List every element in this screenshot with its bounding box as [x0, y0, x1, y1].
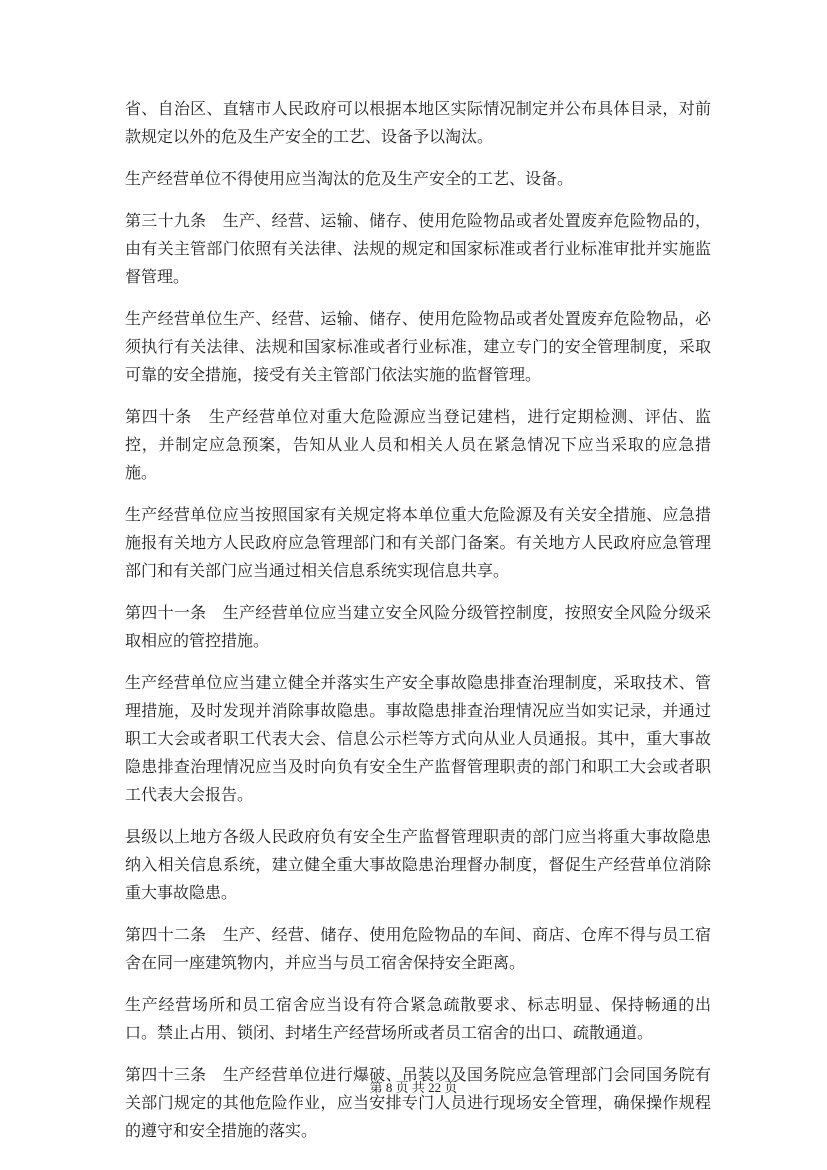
paragraph: 省、自治区、直辖市人民政府可以根据本地区实际情况制定并公布具体目录，对前款规定以外的危及生产安全的工艺、设备予以淘汰。 — [125, 101, 711, 146]
paragraph-article-40: 第四十条 生产经营单位对重大危险源应当登记建档，进行定期检测、评估、监控，并制定应急预案，告知从业人员和相关人员在紧急情况下应当采取的应急措施。 — [125, 409, 711, 482]
page-number: 第 8 页 共 22 页 — [369, 1080, 458, 1095]
paragraph: 生产经营单位不得使用应当淘汰的危及生产安全的工艺、设备。 — [125, 171, 574, 188]
document-body — [125, 96, 711, 1160]
paragraph-article-39: 第三十九条 生产、经营、运输、储存、使用危险物品或者处置废弃危险物品的，由有关主管部门依照有关法律、法规的规定和国家标准或者行业标准审批并实施监督管理。 — [125, 213, 711, 286]
paragraph: 生产经营单位生产、经营、运输、储存、使用危险物品或者处置废弃危险物品，必须执行有关法律、法规和国家标准或者行业标准，建立专门的安全管理制度，采取可靠的安全措施，接受有关主管部门依法实施的监督管理。 — [125, 311, 711, 384]
paragraph-article-43: 第四十三条 生产经营单位进行爆破、吊装以及国务院应急管理部门会同国务院有关部门规定的其他危险作业，应当安排专门人员进行现场安全管理，确保操作规程的遵守和安全措施的落实。 — [125, 1067, 711, 1140]
paragraph: 县级以上地方各级人民政府负有安全生产监督管理职责的部门应当将重大事故隐患纳入相关信息系统，建立健全重大事故隐患治理督办制度，督促生产经营单位消除重大事故隐患。 — [125, 829, 711, 902]
paragraph-article-41: 第四十一条 生产经营单位应当建立安全风险分级管控制度，按照安全风险分级采取相应的管控措施。 — [125, 605, 711, 650]
paragraph: 生产经营单位应当建立健全并落实生产安全事故隐患排查治理制度，采取技术、管理措施，及时发现并消除事故隐患。事故隐患排查治理情况应当如实记录，并通过职工大会或者职工代表大会、信息公示栏等方式向从业人员通报。其中，重大事故隐患排查治理情况应当及时向负有安全生产监督管理职责的部门和职工大会或者职工代表大会报告。 — [125, 675, 711, 804]
paragraph: 生产经营场所和员工宿舍应当设有符合紧急疏散要求、标志明显、保持畅通的出口。禁止占用、锁闭、封堵生产经营场所或者员工宿舍的出口、疏散通道。 — [125, 997, 711, 1042]
paragraph: 生产经营单位应当按照国家有关规定将本单位重大危险源及有关安全措施、应急措施报有关地方人民政府应急管理部门和有关部门备案。有关地方人民政府应急管理部门和有关部门应当通过相关信息系统实现信息共享。 — [125, 507, 711, 580]
paragraph-article-42: 第四十二条 生产、经营、储存、使用危险物品的车间、商店、仓库不得与员工宿舍在同一座建筑物内，并应当与员工宿舍保持安全距离。 — [125, 927, 711, 972]
